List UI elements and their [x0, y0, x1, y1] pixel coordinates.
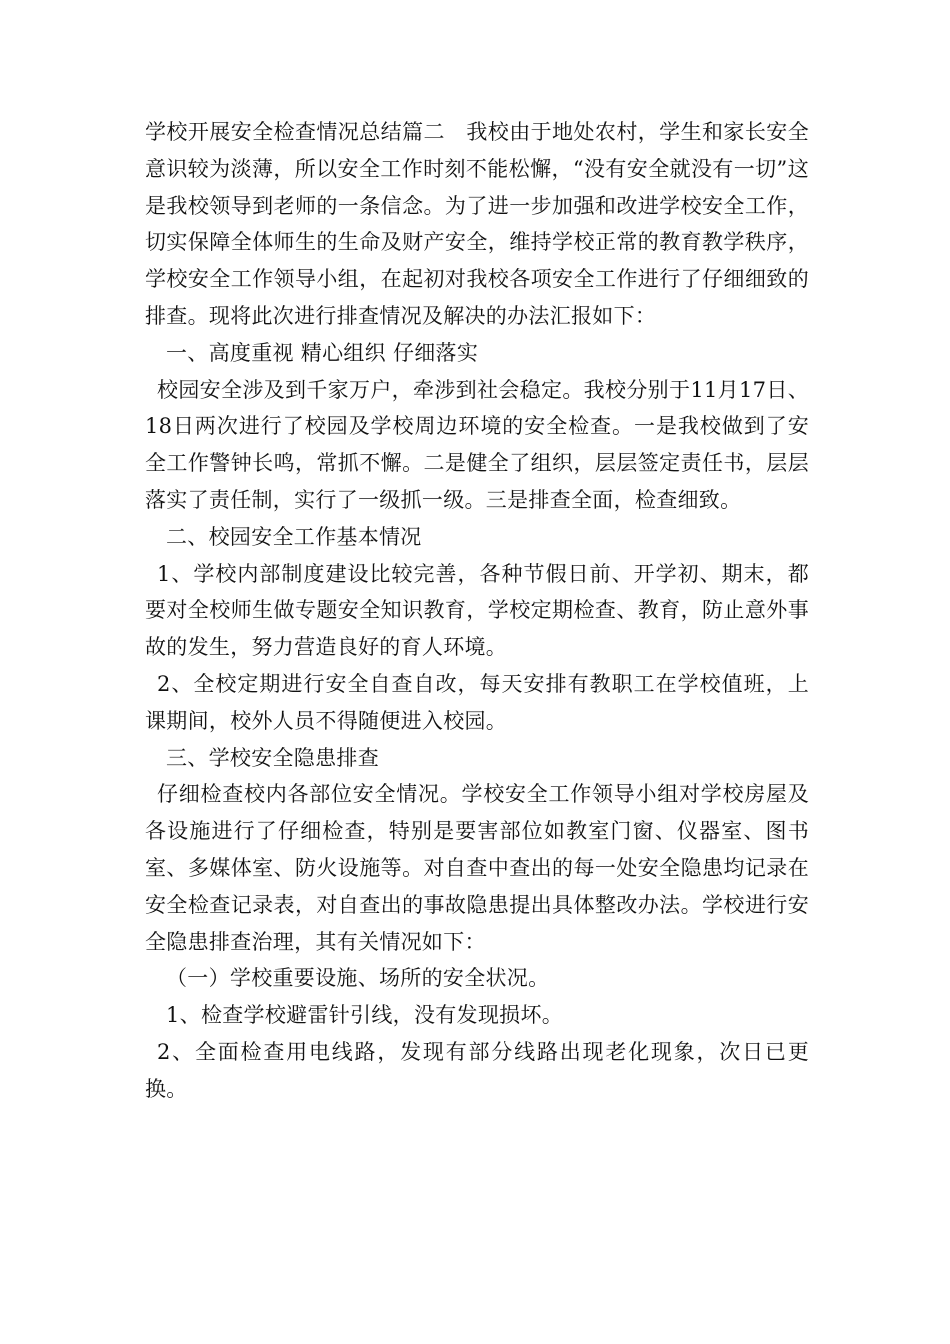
section-1-paragraph: 校园安全涉及到千家万户，牵涉到社会稳定。我校分别于11月17日、18日两次进行了校园及学校周边环境的安全检查。一是我校做到了安全工作警钟长鸣，常抓不懈。二是健全了组织，层层签定责任书，层层落实了责任制，实行了一级抓一级。三是排查全面，检查细致。	[145, 377, 809, 512]
section-2-item-2: 2、全校定期进行安全自查自改，每天安排有教职工在学校值班，上课期间，校外人员不得随便进入校园。	[145, 671, 809, 733]
subsection-item-2: 2、全面检查用电线路，发现有部分线路出现老化现象，次日已更换。	[145, 1039, 809, 1101]
document-body	[145, 114, 809, 1108]
intro-paragraph: 学校开展安全检查情况总结篇二 我校由于地处农村，学生和家长安全意识较为淡薄，所以安全工作时刻不能松懈，“没有安全就没有一切”这是我校领导到老师的一条信念。为了进一步加强和改进学校安全工作，切实保障全体师生的生命及财产安全，维持学校正常的教育教学秩序，学校安全工作领导小组，在起初对我校各项安全工作进行了仔细细致的排查。现将此次进行排查情况及解决的办法汇报如下：	[145, 120, 809, 328]
subsection-item-1: 1、检查学校避雷针引线，没有发现损坏。	[166, 1003, 564, 1028]
section-heading-2: 二、校园安全工作基本情况	[166, 524, 422, 549]
subsection-heading-1: （一）学校重要设施、场所的安全状况。	[166, 966, 550, 991]
section-heading-3: 三、学校安全隐患排查	[166, 745, 379, 770]
section-2-item-1: 1、学校内部制度建设比较完善，各种节假日前、开学初、期末，都要对全校师生做专题安全知识教育，学校定期检查、教育，防止意外事故的发生，努力营造良好的育人环境。	[145, 561, 809, 660]
section-heading-1: 一、高度重视 精心组织 仔细落实	[166, 340, 479, 365]
section-3-paragraph: 仔细检查校内各部位安全情况。学校安全工作领导小组对学校房屋及各设施进行了仔细检查，特别是要害部位如教室门窗、仪器室、图书室、多媒体室、防火设施等。对自查中查出的每一处安全隐患均记录在安全检查记录表，对自查出的事故隐患提出具体整改办法。学校进行安全隐患排查治理，其有关情况如下：	[145, 782, 809, 954]
